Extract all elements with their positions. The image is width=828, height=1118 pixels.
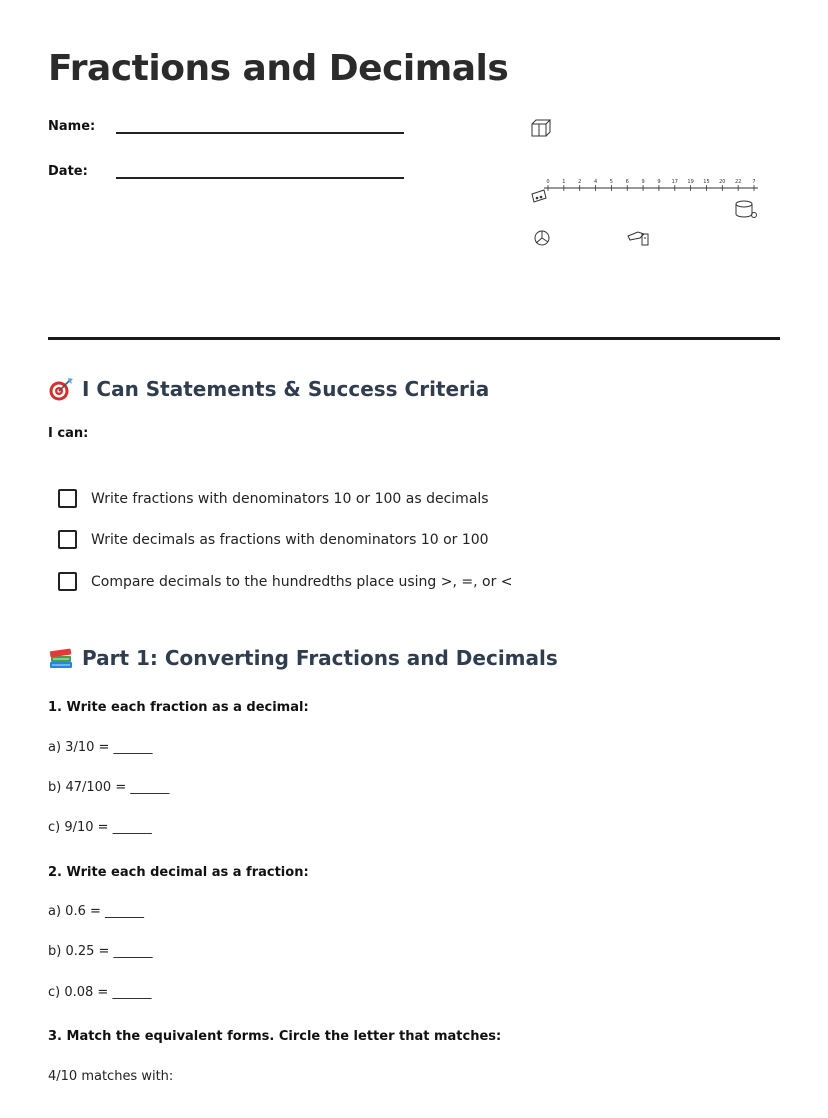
number-line-tick-label: 20 xyxy=(719,179,726,185)
question-2a: a) 0.6 = ______ xyxy=(48,904,145,919)
page-title: Fractions and Decimals xyxy=(48,48,509,89)
number-line-tick-label: 0 xyxy=(546,179,550,185)
criteria-item xyxy=(58,489,489,508)
question-1c: c) 9/10 = ______ xyxy=(48,820,152,835)
number-line-tick-label: 4 xyxy=(593,179,598,185)
question-2b: b) 0.25 = ______ xyxy=(48,944,153,959)
number-line-tick-label: 19 xyxy=(687,179,694,185)
number-line-tick-label: 2 xyxy=(578,179,582,185)
question-3-prompt: 4/10 matches with: xyxy=(48,1069,174,1084)
section-divider xyxy=(48,337,780,340)
date-label: Date: xyxy=(48,164,88,179)
criteria-text: Write fractions with denominators 10 or 100 as decimals xyxy=(91,490,489,507)
name-label: Name: xyxy=(48,119,96,134)
number-line-tick-label: 6 xyxy=(625,179,629,185)
number-line-tick-label: 22 xyxy=(734,179,742,185)
pointer-doodle-icon xyxy=(628,232,648,245)
math-doodle-illustration xyxy=(526,112,766,252)
i-can-intro: I can: xyxy=(48,426,89,441)
pie-doodle-icon xyxy=(535,231,549,245)
number-line-tick-label: 7 xyxy=(752,179,756,185)
question-2c: c) 0.08 = ______ xyxy=(48,985,152,1000)
number-line-tick-label: 9 xyxy=(657,179,661,185)
date-field-row xyxy=(48,163,404,179)
criteria-text: Compare decimals to the hundredths place using >, =, or < xyxy=(91,573,513,590)
question-2-heading: 2. Write each decimal as a fraction: xyxy=(48,865,309,880)
box-doodle-icon xyxy=(532,120,550,136)
dice-doodle-icon xyxy=(532,190,546,202)
name-field-row xyxy=(48,118,404,134)
cylinder-doodle-icon xyxy=(736,201,757,218)
number-line-tick-label: 5 xyxy=(609,179,613,185)
number-line xyxy=(544,179,758,191)
number-line-tick-label: 15 xyxy=(703,179,710,185)
target-dart-icon xyxy=(48,376,74,402)
i-can-heading-text: I Can Statements & Success Criteria xyxy=(82,377,490,401)
criteria-checkbox[interactable] xyxy=(58,572,77,591)
criteria-text: Write decimals as fractions with denominators 10 or 100 xyxy=(91,531,489,548)
date-line[interactable] xyxy=(116,163,404,179)
books-icon xyxy=(48,646,74,670)
number-line-tick-label: 17 xyxy=(671,179,678,185)
criteria-checkbox[interactable] xyxy=(58,530,77,549)
criteria-item xyxy=(58,572,513,591)
question-1a: a) 3/10 = ______ xyxy=(48,740,153,755)
i-can-heading xyxy=(48,376,489,402)
question-1-heading: 1. Write each fraction as a decimal: xyxy=(48,700,309,715)
part1-heading xyxy=(48,646,558,670)
question-1b: b) 47/100 = ______ xyxy=(48,780,170,795)
name-line[interactable] xyxy=(116,118,404,134)
number-line-tick-label: 9 xyxy=(641,179,645,185)
criteria-item xyxy=(58,530,489,549)
part1-heading-text: Part 1: Converting Fractions and Decimals xyxy=(82,646,558,670)
number-line-tick-label: 1 xyxy=(562,179,566,185)
question-3-heading: 3. Match the equivalent forms. Circle the letter that matches: xyxy=(48,1029,502,1044)
criteria-checkbox[interactable] xyxy=(58,489,77,508)
